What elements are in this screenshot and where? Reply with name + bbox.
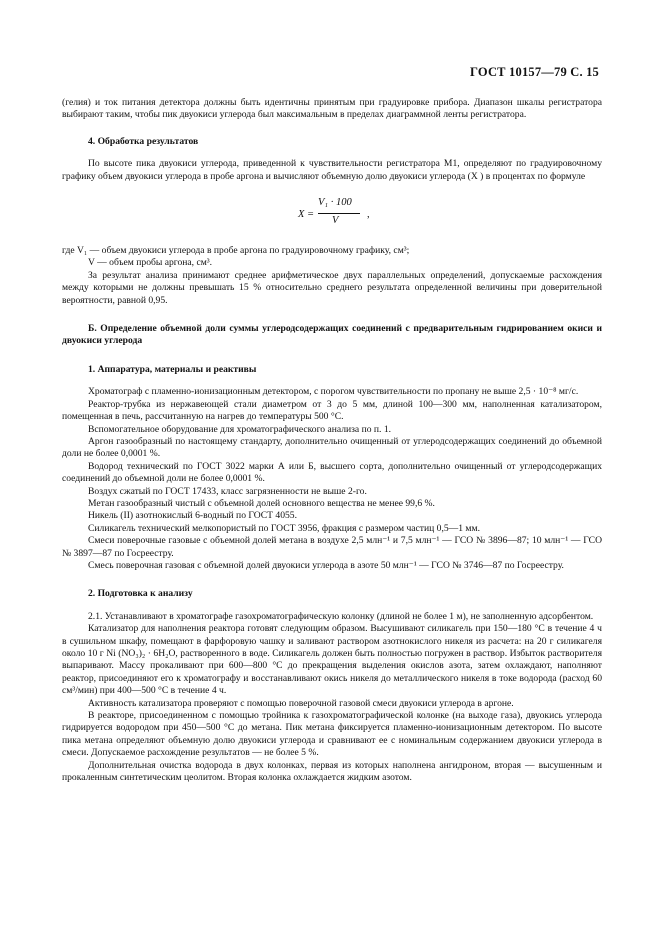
apparatus-item: Смесь поверочная газовая с объемной долей двуокиси углерода в азоте 50 млн⁻¹ — ГСО № 3746—87 по Госреестру. <box>88 559 564 571</box>
page-header: ГОСТ 10157—79 С. 15 <box>470 65 599 79</box>
heading-apparatus: 1. Аппаратура, материалы и реактивы <box>88 363 257 375</box>
formula-lhs: X = <box>298 209 315 221</box>
preparation-item: 2.1. Устанавливают в хроматографе газохроматографическую колонку (длиной не более 1 м), не заполненную адсорбентом. <box>88 610 594 622</box>
heading-preparation: 2. Подготовка к анализу <box>88 588 193 600</box>
fraction-bar <box>318 213 360 214</box>
formula-comma: , <box>367 209 370 221</box>
formula <box>62 197 602 231</box>
preparation-item: Катализатор для наполнения реактора готовят следующим образом. Высушивают силикагель при 150—180 °С в течение 4 ч в сушильном шкафу, помещают в фарфоровую чашку и заливают раствором азотнокислого никеля из расчета: на 20 г силикагеля около 10 г Ni (NO₃)₂ · 6H₂O, растворенного в воде. Силикагель должен быть полностью погружен в раствор. Избыток растворителя выпаривают. Массу прокаливают при 600—800 °С до прекращения выделения окислов азота, затем охлаждают, наполняют реактор, присоединяют его к хроматографу и восстанавливают окись никеля до металлического никеля в токе водорода (расход 60 см³/мин) при 400—500 °С в течение 4 ч. <box>62 623 602 697</box>
formula-denominator: V <box>332 215 339 227</box>
where-line-1: где V₁ — объем двуокиси углерода в пробе аргона по градуировочному графику, см³; <box>62 245 410 257</box>
apparatus-item: Вспомогательное оборудование для хроматографического анализа по п. 1. <box>88 423 392 435</box>
where-line-2: V — объем пробы аргона, см³. <box>88 257 213 269</box>
paragraph-final: За результат анализа принимают среднее арифметическое двух параллельных определений, допускаемые расхождения между которыми не должны превышать 15 % относительно среднего результата определенной величины при доверительной вероятности, равной 0,95. <box>62 269 602 306</box>
preparation-list <box>62 611 602 785</box>
preparation-item: Активность катализатора проверяют с помощью поверочной газовой смеси двуокиси углерода в аргоне. <box>88 697 514 709</box>
apparatus-item: Реактор-трубка из нержавеющей стали диаметром от 3 до 5 мм, длиной 100—300 мм, наполненная катализатором, помещенная в печь, рассчитанную на нагрев до температуры 500 °С. <box>62 398 602 423</box>
apparatus-list <box>62 386 602 572</box>
apparatus-item: Водород технический по ГОСТ 3022 марки А или Б, высшего сорта, дополнительно очищенный от углеродсодержащих соединений до объемной доли не более 0,0001 %. <box>62 460 602 485</box>
apparatus-item: Хроматограф с пламенно-ионизационным детектором, с порогом чувствительности по пропану не выше 2,5 · 10⁻⁸ мг/с. <box>88 386 579 398</box>
apparatus-item: Аргон газообразный по настоящему стандарту, дополнительно очищенный от углеродсодержащих соединений до объемной доли не более 0,0001 %. <box>62 435 602 460</box>
apparatus-item: Силикагель технический мелкопористый по ГОСТ 3956, фракция с размером частиц 0,5—1 мм. <box>88 522 480 534</box>
formula-numerator: V₁ · 100 <box>318 197 352 209</box>
document-body <box>62 97 602 784</box>
apparatus-item: Никель (II) азотнокислый 6-водный по ГОСТ 4055. <box>88 510 297 522</box>
apparatus-item: Воздух сжатый по ГОСТ 17433, класс загрязненности не выше 2-го. <box>88 485 367 497</box>
apparatus-item: Смеси поверочные газовые с объемной долей метана в воздухе 2,5 млн⁻¹ и 7,5 млн⁻¹ — ГСО № 3896—87; 10 млн⁻¹ — ГСО № 3897—87 по Госреестру. <box>62 535 602 559</box>
preparation-item: Дополнительная очистка водорода в двух колонках, первая из которых наполнена ангидроном, вторая — высушенным и прокаленным синтетическим цеолитом. Вторая колонка охлаждается жидким азотом. <box>62 759 602 784</box>
preparation-item: В реакторе, присоединенном с помощью тройника к газохроматографической колонке (на выходе газа), двуокись углерода гидрируется водородом при 450—500 °С до метана. Пик метана фиксируется пламенно-ионизационным детектором. По высоте пика метана определяют объемную долю двуокиси углерода и сравнивают ее с номинальным содержанием двуокиси углерода в смеси. Допускаемое расхождение результатов — не более 5 %. <box>62 710 602 759</box>
paragraph-results: По высоте пика двуокиси углерода, приведенной к чувствительности регистратора М1, определяют по градуировочному графику объем двуокиси углерода в пробе аргона и вычисляют объемную долю двуокиси углерода (X ) в процентах по формуле <box>62 158 602 182</box>
paragraph-intro: (гелия) и ток питания детектора должны быть идентичны принятым при градуировке прибора. Диапазон шкалы регистратора выбирают таким, чтобы пик двуокиси углерода был максимальным в пределах диаграммной ленты регистратора. <box>62 97 602 121</box>
apparatus-item: Метан газообразный чистый с объемной долей основного вещества не менее 99,6 %. <box>88 497 435 509</box>
heading-results: 4. Обработка результатов <box>88 135 199 147</box>
heading-section-b: Б. Определение объемной доли суммы углеродсодержащих соединений с предварительным гидрированием окиси и двуокиси углерода <box>62 323 602 347</box>
